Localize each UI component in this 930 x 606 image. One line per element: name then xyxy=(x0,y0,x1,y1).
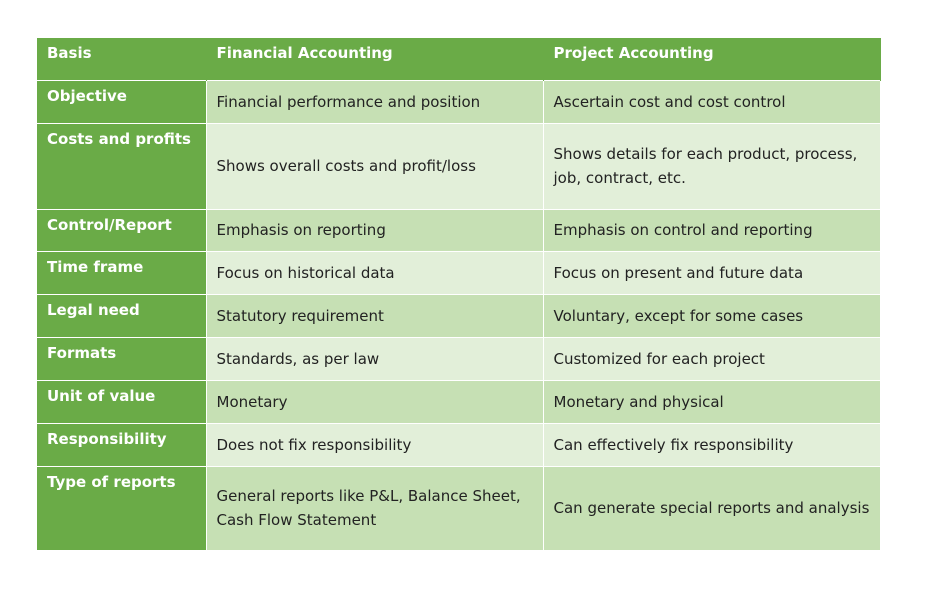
table-row xyxy=(37,337,880,380)
financial-cell: General reports like P&L, Balance Sheet, Cash Flow Statement xyxy=(206,466,543,550)
financial-cell: Does not fix responsibility xyxy=(206,423,543,466)
project-cell: Monetary and physical xyxy=(543,380,880,423)
table-row xyxy=(37,251,880,294)
project-cell: Shows details for each product, process, job, contract, etc. xyxy=(543,123,880,209)
financial-cell: Emphasis on reporting xyxy=(206,209,543,251)
table-row xyxy=(37,294,880,337)
row-basis-label: Legal need xyxy=(37,294,206,337)
header-financial-accounting: Financial Accounting xyxy=(206,38,543,80)
comparison-table xyxy=(37,38,881,550)
table-row xyxy=(37,209,880,251)
header-project-accounting: Project Accounting xyxy=(543,38,880,80)
financial-cell: Shows overall costs and profit/loss xyxy=(206,123,543,209)
row-basis-label: Type of reports xyxy=(37,466,206,550)
table-row xyxy=(37,466,880,550)
table-row xyxy=(37,380,880,423)
row-basis-label: Time frame xyxy=(37,251,206,294)
project-cell: Ascertain cost and cost control xyxy=(543,80,880,123)
project-cell: Can generate special reports and analysis xyxy=(543,466,880,550)
project-cell: Emphasis on control and reporting xyxy=(543,209,880,251)
row-basis-label: Unit of value xyxy=(37,380,206,423)
header-basis: Basis xyxy=(37,38,206,80)
financial-cell: Financial performance and position xyxy=(206,80,543,123)
financial-cell: Standards, as per law xyxy=(206,337,543,380)
financial-cell: Monetary xyxy=(206,380,543,423)
row-basis-label: Objective xyxy=(37,80,206,123)
financial-cell: Focus on historical data xyxy=(206,251,543,294)
row-basis-label: Control/Report xyxy=(37,209,206,251)
row-basis-label: Costs and profits xyxy=(37,123,206,209)
row-basis-label: Formats xyxy=(37,337,206,380)
project-cell: Can effectively fix responsibility xyxy=(543,423,880,466)
financial-cell: Statutory requirement xyxy=(206,294,543,337)
table-row xyxy=(37,123,880,209)
table-row xyxy=(37,80,880,123)
table-row xyxy=(37,423,880,466)
project-cell: Customized for each project xyxy=(543,337,880,380)
row-basis-label: Responsibility xyxy=(37,423,206,466)
project-cell: Focus on present and future data xyxy=(543,251,880,294)
project-cell: Voluntary, except for some cases xyxy=(543,294,880,337)
header-row xyxy=(37,38,880,80)
